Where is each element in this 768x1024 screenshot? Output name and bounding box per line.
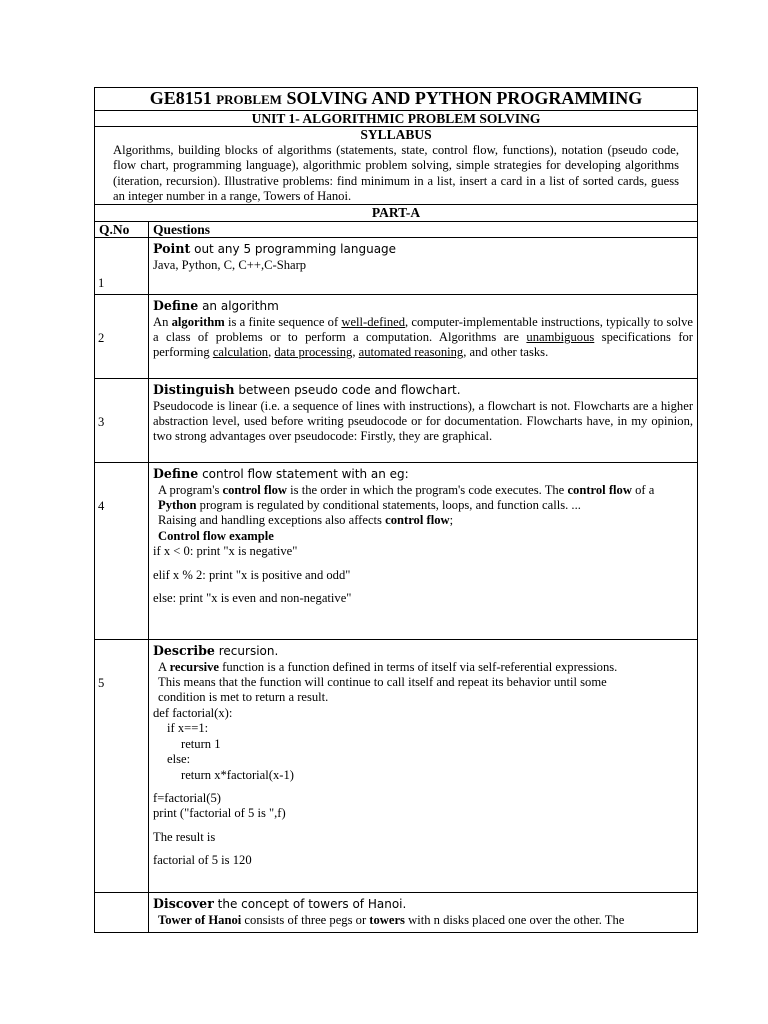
col-qno-header: Q.No — [95, 221, 149, 237]
code-line: if x < 0: print "x is negative" — [153, 544, 298, 559]
answer-bold: Python — [158, 498, 197, 513]
syllabus-heading: SYLLABUS — [360, 127, 432, 143]
question-rest: out any 5 programming language — [190, 242, 397, 257]
answer-part: is a finite sequence of — [224, 314, 342, 329]
question-verb: Define — [153, 298, 199, 314]
answer-part: with n disks placed one over the other. The — [404, 912, 625, 927]
answer-bold: control flow — [567, 482, 632, 497]
answer-part: A — [158, 659, 170, 674]
example-heading — [153, 529, 693, 544]
title-word-problem: PROBLEM — [216, 92, 282, 107]
code-line: else: — [167, 752, 191, 767]
question-cell — [149, 295, 698, 379]
answer-part: An — [153, 314, 172, 329]
answer-link[interactable]: data processing — [274, 345, 353, 360]
question-row-6 — [95, 893, 698, 933]
answer-text: Java, Python, C, C++,C-Sharp — [153, 257, 307, 272]
result-label: The result is — [153, 829, 216, 844]
question-bank-table — [94, 87, 698, 933]
answer-bold: control flow — [222, 482, 288, 497]
question-rest: control flow statement with an eg: — [198, 467, 409, 482]
code-line: def factorial(x): — [153, 705, 233, 720]
answer-part: is the order in which the program's code executes. The — [287, 482, 568, 497]
code-line: else: print "x is even and non-negative" — [153, 591, 352, 606]
question-row-3 — [95, 379, 698, 463]
question-rest: recursion. — [214, 644, 279, 659]
title-row — [95, 88, 698, 111]
answer-text: This means that the function will continue to call itself and repeat its behavior until some — [158, 675, 607, 690]
answer-text — [153, 913, 693, 928]
answer-text — [153, 660, 693, 675]
title-rest: SOLVING AND PYTHON PROGRAMMING — [286, 88, 643, 108]
answer-text — [153, 513, 693, 528]
code-line: print ("factorial of 5 is ",f) — [153, 806, 286, 821]
answer-bold: control flow — [385, 513, 450, 528]
syllabus-cell — [95, 127, 698, 205]
question-row-4 — [95, 463, 698, 640]
question-number: 4 — [98, 499, 105, 514]
question-rest: an algorithm — [198, 299, 279, 314]
answer-part: function is a function defined in terms of itself via self-referential expressions. — [218, 659, 618, 674]
question-row-2 — [95, 295, 698, 379]
answer-link[interactable]: calculation — [212, 345, 269, 360]
col-questions-header: Questions — [149, 221, 698, 237]
question-row-5 — [95, 640, 698, 893]
question-text — [153, 466, 693, 482]
answer-text — [153, 315, 693, 361]
answer-part: , — [352, 345, 359, 360]
question-number-cell — [95, 893, 149, 933]
answer-bold: towers — [369, 912, 405, 927]
question-rest: the concept of towers of Hanoi. — [213, 897, 407, 912]
course-code: GE8151 — [149, 88, 212, 108]
question-verb: Distinguish — [153, 382, 235, 398]
question-number-cell — [95, 238, 149, 295]
part-heading: PART-A — [95, 205, 698, 221]
answer-text — [153, 483, 693, 514]
answer-part: Raising and handling exceptions also affects — [158, 513, 386, 528]
column-header-row — [95, 221, 698, 237]
answer-part: of a — [631, 482, 655, 497]
question-number: 1 — [98, 276, 105, 291]
answer-bold: algorithm — [171, 314, 225, 329]
question-verb: Point — [153, 241, 191, 257]
answer-part: , computer-implementable instructions, typically to solve a class of problems or to perform a computation. Algorithms are — [153, 314, 694, 345]
answer-part: , — [268, 345, 275, 360]
code-line: elif x % 2: print "x is positive and odd" — [153, 567, 351, 582]
unit-title: UNIT 1- ALGORITHMIC PROBLEM SOLVING — [95, 111, 698, 127]
question-cell — [149, 640, 698, 893]
question-number: 3 — [98, 415, 105, 430]
question-number: 5 — [98, 676, 105, 691]
code-line: if x==1: — [167, 721, 209, 736]
part-row — [95, 205, 698, 221]
result-value: factorial of 5 is 120 — [153, 853, 252, 868]
question-cell — [149, 893, 698, 933]
answer-part: consists of three pegs or — [241, 912, 370, 927]
question-verb: Define — [153, 466, 199, 482]
unit-row — [95, 111, 698, 127]
question-row-1 — [95, 238, 698, 295]
answer-link[interactable]: well-defined — [341, 314, 406, 329]
question-verb: Discover — [153, 896, 214, 912]
question-verb: Describe — [153, 643, 215, 659]
question-number-cell — [95, 379, 149, 463]
answer-text: condition is met to return a result. — [158, 690, 329, 705]
question-cell — [149, 463, 698, 640]
syllabus-text: Algorithms, building blocks of algorithms (statements, state, control flow, functions), notation (pseudo code, flow chart, programming language), algorithmic problem solving, simple strategies for developing algorithms (iteration, recursion). Illustrative problems: find minimum in a list, insert a card in a list of sorted cards, guess an integer number in a range, Towers of Hanoi. — [113, 142, 680, 204]
answer-text: Pseudocode is linear (i.e. a sequence of lines with instructions), a flowchart is not. Flowcharts are a higher abstraction level, used before writing pseudocode or for documentation. Flowcharts have, in my opinion, two strong advantages over pseudocode: Firstly, they are graphical. — [153, 398, 694, 444]
answer-bold: Tower of Hanoi — [158, 912, 242, 927]
answer-part: specifications for performing — [153, 330, 694, 360]
code-line: f=factorial(5) — [153, 790, 221, 805]
answer-part: A program's — [158, 482, 223, 497]
answer-link[interactable]: unambiguous — [526, 330, 595, 345]
question-cell — [149, 238, 698, 295]
code-line: return x*factorial(x-1) — [181, 767, 294, 782]
code-line: return 1 — [181, 736, 221, 751]
question-number-cell — [95, 295, 149, 379]
question-number: 2 — [98, 331, 105, 346]
answer-bold: recursive — [169, 659, 219, 674]
question-cell — [149, 379, 698, 463]
example-heading-text: Control flow example — [158, 528, 274, 543]
question-rest: between pseudo code and flowchart. — [234, 383, 461, 398]
question-text — [153, 298, 693, 314]
answer-part: ; — [449, 513, 454, 528]
question-text — [153, 643, 693, 659]
question-text — [153, 382, 693, 398]
syllabus-row — [95, 127, 698, 205]
answer-part: program is regulated by conditional statements, loops, and function calls. ... — [196, 498, 581, 513]
question-number-cell — [95, 463, 149, 640]
question-text — [153, 241, 693, 257]
question-number-cell — [95, 640, 149, 893]
question-text — [153, 896, 693, 912]
answer-link[interactable]: automated reasoning — [358, 345, 464, 360]
answer-part: , and other tasks. — [463, 345, 549, 360]
document-title — [95, 88, 698, 111]
